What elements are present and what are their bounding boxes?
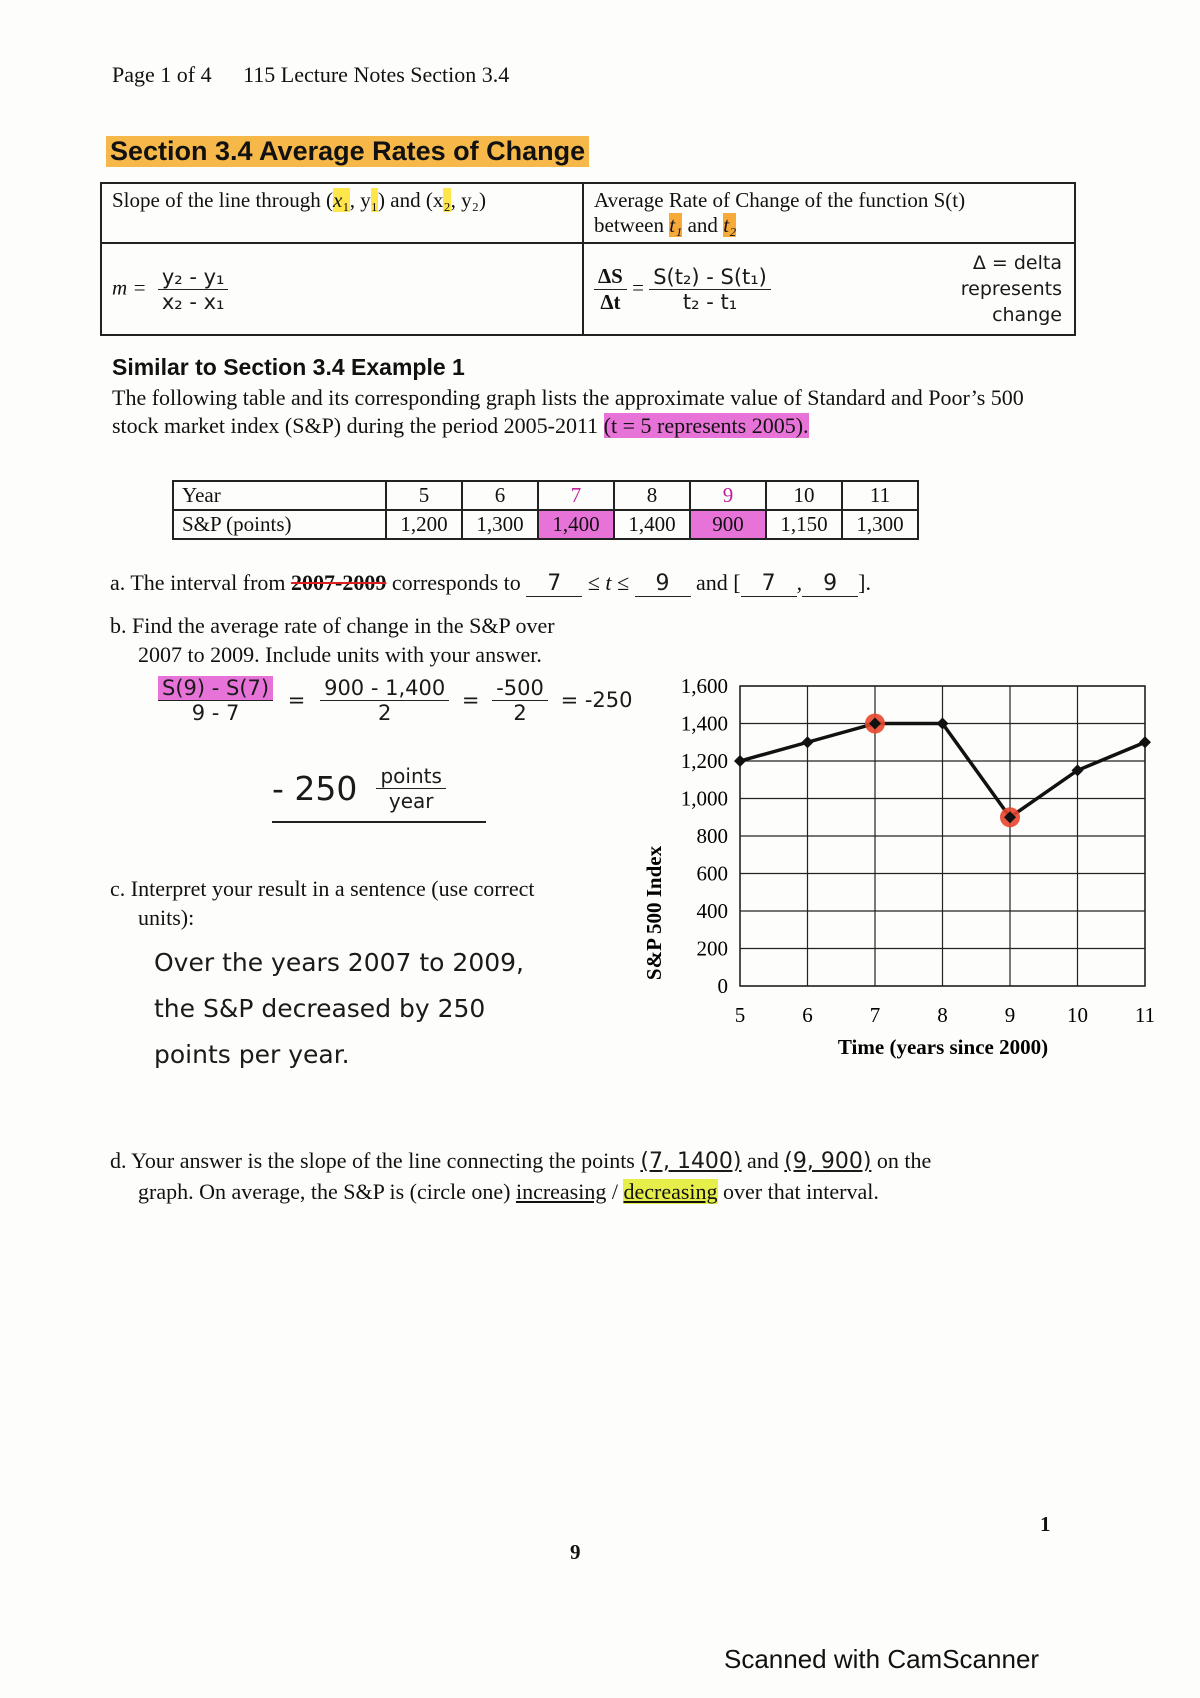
qa-bracket-lower: 7: [741, 571, 797, 597]
delta-fraction: [594, 264, 627, 315]
data-point: [802, 736, 814, 748]
year-row: [173, 481, 918, 510]
year-cell: 8: [614, 481, 690, 510]
t2-label: t₂: [723, 213, 737, 237]
bottom-center-number: 9: [570, 1540, 581, 1564]
qd-line2-post: over that interval.: [723, 1179, 879, 1204]
year-header: Year: [173, 481, 386, 510]
example-title: Similar to Section 3.4 Example 1: [112, 354, 465, 380]
qa-and: and [: [696, 570, 741, 595]
y-tick-labels: [681, 674, 728, 998]
rate-header-line1: Average Rate of Change of the function S(t): [594, 188, 966, 212]
y-tick-label: 1,200: [680, 749, 728, 773]
x-tick-label: 7: [869, 1003, 881, 1027]
x-tick-label: 8: [937, 1003, 948, 1027]
y1-text: , y: [349, 188, 371, 212]
qc-handwritten-answer: [154, 940, 524, 1078]
year-cell: 6: [462, 481, 538, 510]
delta-note-line2: represents: [960, 278, 1062, 300]
value-cell: 1,200: [386, 510, 462, 539]
slope-fraction: [158, 265, 229, 314]
delta-note: [961, 250, 1062, 328]
rate-formula-cell: [583, 243, 1075, 335]
slope-numerator: y₂ - y₁: [158, 265, 229, 290]
qa-close: ].: [858, 570, 871, 595]
rate-denominator: t₂ - t₁: [682, 289, 738, 314]
rate-header-cell: [583, 183, 1075, 243]
qc-line1: c. Interpret your result in a sentence (use correct: [110, 876, 535, 901]
sp-data-table: [172, 480, 919, 540]
question-c: [110, 874, 535, 932]
qc-hand-line1: Over the years 2007 to 2009,: [154, 948, 524, 977]
delta-note-line3: change: [992, 304, 1062, 326]
work-den-2: 2: [377, 701, 392, 725]
question-d: [110, 1146, 1010, 1207]
qb-line1: b. Find the average rate of change in the S&P over: [110, 613, 555, 638]
qa-upper-bound: 9: [635, 571, 691, 597]
rate-header-line2: [594, 213, 1064, 238]
value-cell: 1,400: [538, 510, 614, 539]
camscanner-watermark: Scanned with CamScanner: [724, 1644, 1040, 1674]
value-cell: 1,300: [462, 510, 538, 539]
slope-denominator: x₂ - x₁: [161, 289, 225, 314]
qd-line2-pre: graph. On average, the S&P is (circle one): [138, 1179, 511, 1204]
qa-lower-bound: 7: [526, 571, 582, 597]
qb-work: $\frac{S(9) - S(7)}{9 - 7}$ = $\frac{900 - 1,400}{2}$ = $\frac{-500}{2}$ = -250: [158, 676, 633, 725]
value-cell: 900: [690, 510, 766, 539]
qd-post: on the: [876, 1148, 932, 1173]
equals-sign: =: [632, 274, 644, 299]
y-tick-label: 1,600: [680, 674, 728, 698]
delta-numerator: ΔS: [594, 264, 627, 290]
qb-line2: 2007 to 2009. Include units with your answer.: [138, 642, 542, 667]
year-cell: 10: [766, 481, 842, 510]
example-text-highlight: (t = 5 represents 2005).: [603, 413, 809, 438]
qd-pre: d. Your answer is the slope of the line connecting the points: [110, 1148, 635, 1173]
y-tick-label: 1,000: [680, 786, 728, 811]
qd-line2: [110, 1177, 1010, 1207]
sp500-line-chart: [620, 668, 1160, 1068]
example-text-main: The following table and its corresponding graph lists the approximate value of Standard and Poor’s 500 stock market index (S&P) during the period 2005-2011: [112, 385, 1024, 438]
work-den-1: 9 - 7: [191, 701, 240, 725]
qd-and: and: [747, 1148, 779, 1173]
work-fraction-1: [158, 676, 273, 725]
work-num-1: S(9) - S(7): [158, 676, 273, 701]
year-cell: 9: [690, 481, 766, 510]
page-number: 1: [1040, 1512, 1051, 1536]
x-tick-label: 10: [1067, 1003, 1088, 1027]
work-num-2: 900 - 1,400: [320, 676, 449, 701]
qd-point-2: (9, 900): [784, 1149, 872, 1174]
delta-denominator: Δt: [600, 289, 621, 314]
formula-table: [100, 182, 1076, 336]
y1-highlight: ₁: [370, 188, 379, 212]
qc-line2: units):: [138, 905, 195, 930]
value-cell: 1,300: [842, 510, 918, 539]
year-cell: 5: [386, 481, 462, 510]
work-num-3: -500: [492, 676, 548, 701]
y2-text: , y: [450, 188, 472, 212]
work-den-3: 2: [513, 701, 527, 725]
x-tick-label: 9: [1004, 1003, 1016, 1027]
year-cell: 7: [538, 481, 614, 510]
x2-highlight: ₂: [443, 188, 451, 212]
qa-inequality: ≤ t ≤: [587, 570, 630, 595]
answer-unit-den: year: [388, 789, 434, 813]
y-tick-label: 1,400: [680, 711, 728, 736]
y-tick-label: 600: [696, 861, 728, 886]
qa-bracket-upper: 9: [802, 571, 858, 597]
work-fraction-3: [492, 676, 548, 725]
x-tick-label: 11: [1134, 1003, 1156, 1027]
slope-header-text: Slope of the line through (: [112, 188, 334, 212]
course-title: 115 Lecture Notes Section 3.4: [243, 62, 510, 87]
qd-slash: /: [611, 1179, 618, 1204]
qd-option-increasing: increasing: [515, 1179, 607, 1204]
work-result: = -250: [560, 687, 633, 712]
qc-hand-line3: points per year.: [154, 1040, 350, 1069]
t1-label: t₁: [669, 213, 683, 237]
value-cell: 1,400: [614, 510, 690, 539]
slope-header-cell: Slope of the line through (x₁, y₁) and (x₂, y₂): [101, 183, 583, 243]
between-text: between: [594, 213, 664, 237]
m-label: m =: [112, 274, 147, 299]
sp-header: S&P (points): [173, 510, 386, 539]
y-tick-label: 200: [696, 936, 728, 961]
x-axis-label: Time (years since 2000): [837, 1035, 1049, 1059]
value-cell: 1,150: [766, 510, 842, 539]
delta-note-line1: Δ = delta: [972, 252, 1062, 274]
x-tick-label: 6: [802, 1003, 813, 1027]
x1-label: x: [333, 188, 343, 212]
answer-value: - 250: [272, 769, 358, 808]
page-indicator: Page 1 of 4: [112, 62, 212, 87]
qa-comma: ,: [796, 570, 803, 595]
y-tick-label: 800: [696, 824, 728, 848]
and-text: and: [687, 213, 718, 237]
y-tick-label: 0: [717, 974, 728, 998]
slope-formula-cell: [101, 243, 583, 335]
x1-highlight: x₁: [333, 188, 350, 212]
qd-option-decreasing: decreasing: [623, 1179, 718, 1204]
example-text: [112, 384, 1032, 440]
question-b: [110, 611, 555, 669]
qd-line1: [110, 1146, 1010, 1177]
qa-mid: corresponds to: [391, 570, 521, 595]
qa-prefix: a. The interval from: [110, 570, 286, 595]
slope-header-end: ): [479, 188, 486, 212]
qd-point-1: (7, 1400): [640, 1149, 742, 1174]
y-axis-label: S&P 500 Index: [642, 845, 666, 981]
work-fraction-2: [320, 676, 449, 725]
y-tick-label: 400: [696, 899, 728, 923]
x-tick-label: 5: [734, 1003, 746, 1027]
data-point: [1139, 736, 1151, 748]
section-title: Section 3.4 Average Rates of Change: [106, 136, 589, 167]
page-header: [112, 62, 535, 88]
data-point: [734, 755, 746, 767]
qc-hand-line2: the S&P decreased by 250: [154, 994, 486, 1023]
rate-numerator: S(t₂) - S(t₁): [649, 265, 771, 290]
year-cell: 11: [842, 481, 918, 510]
chart-grid: [740, 686, 1145, 986]
question-a: [110, 570, 871, 597]
x-tick-labels: [735, 1003, 1155, 1027]
value-row: [173, 510, 918, 539]
qa-interval: 2007-2009: [291, 570, 387, 595]
rate-fraction: [649, 265, 771, 314]
qb-answer: [272, 764, 486, 823]
answer-unit-num: points: [376, 764, 445, 789]
x2-text: ) and (x: [378, 188, 444, 212]
answer-units: [376, 764, 445, 813]
